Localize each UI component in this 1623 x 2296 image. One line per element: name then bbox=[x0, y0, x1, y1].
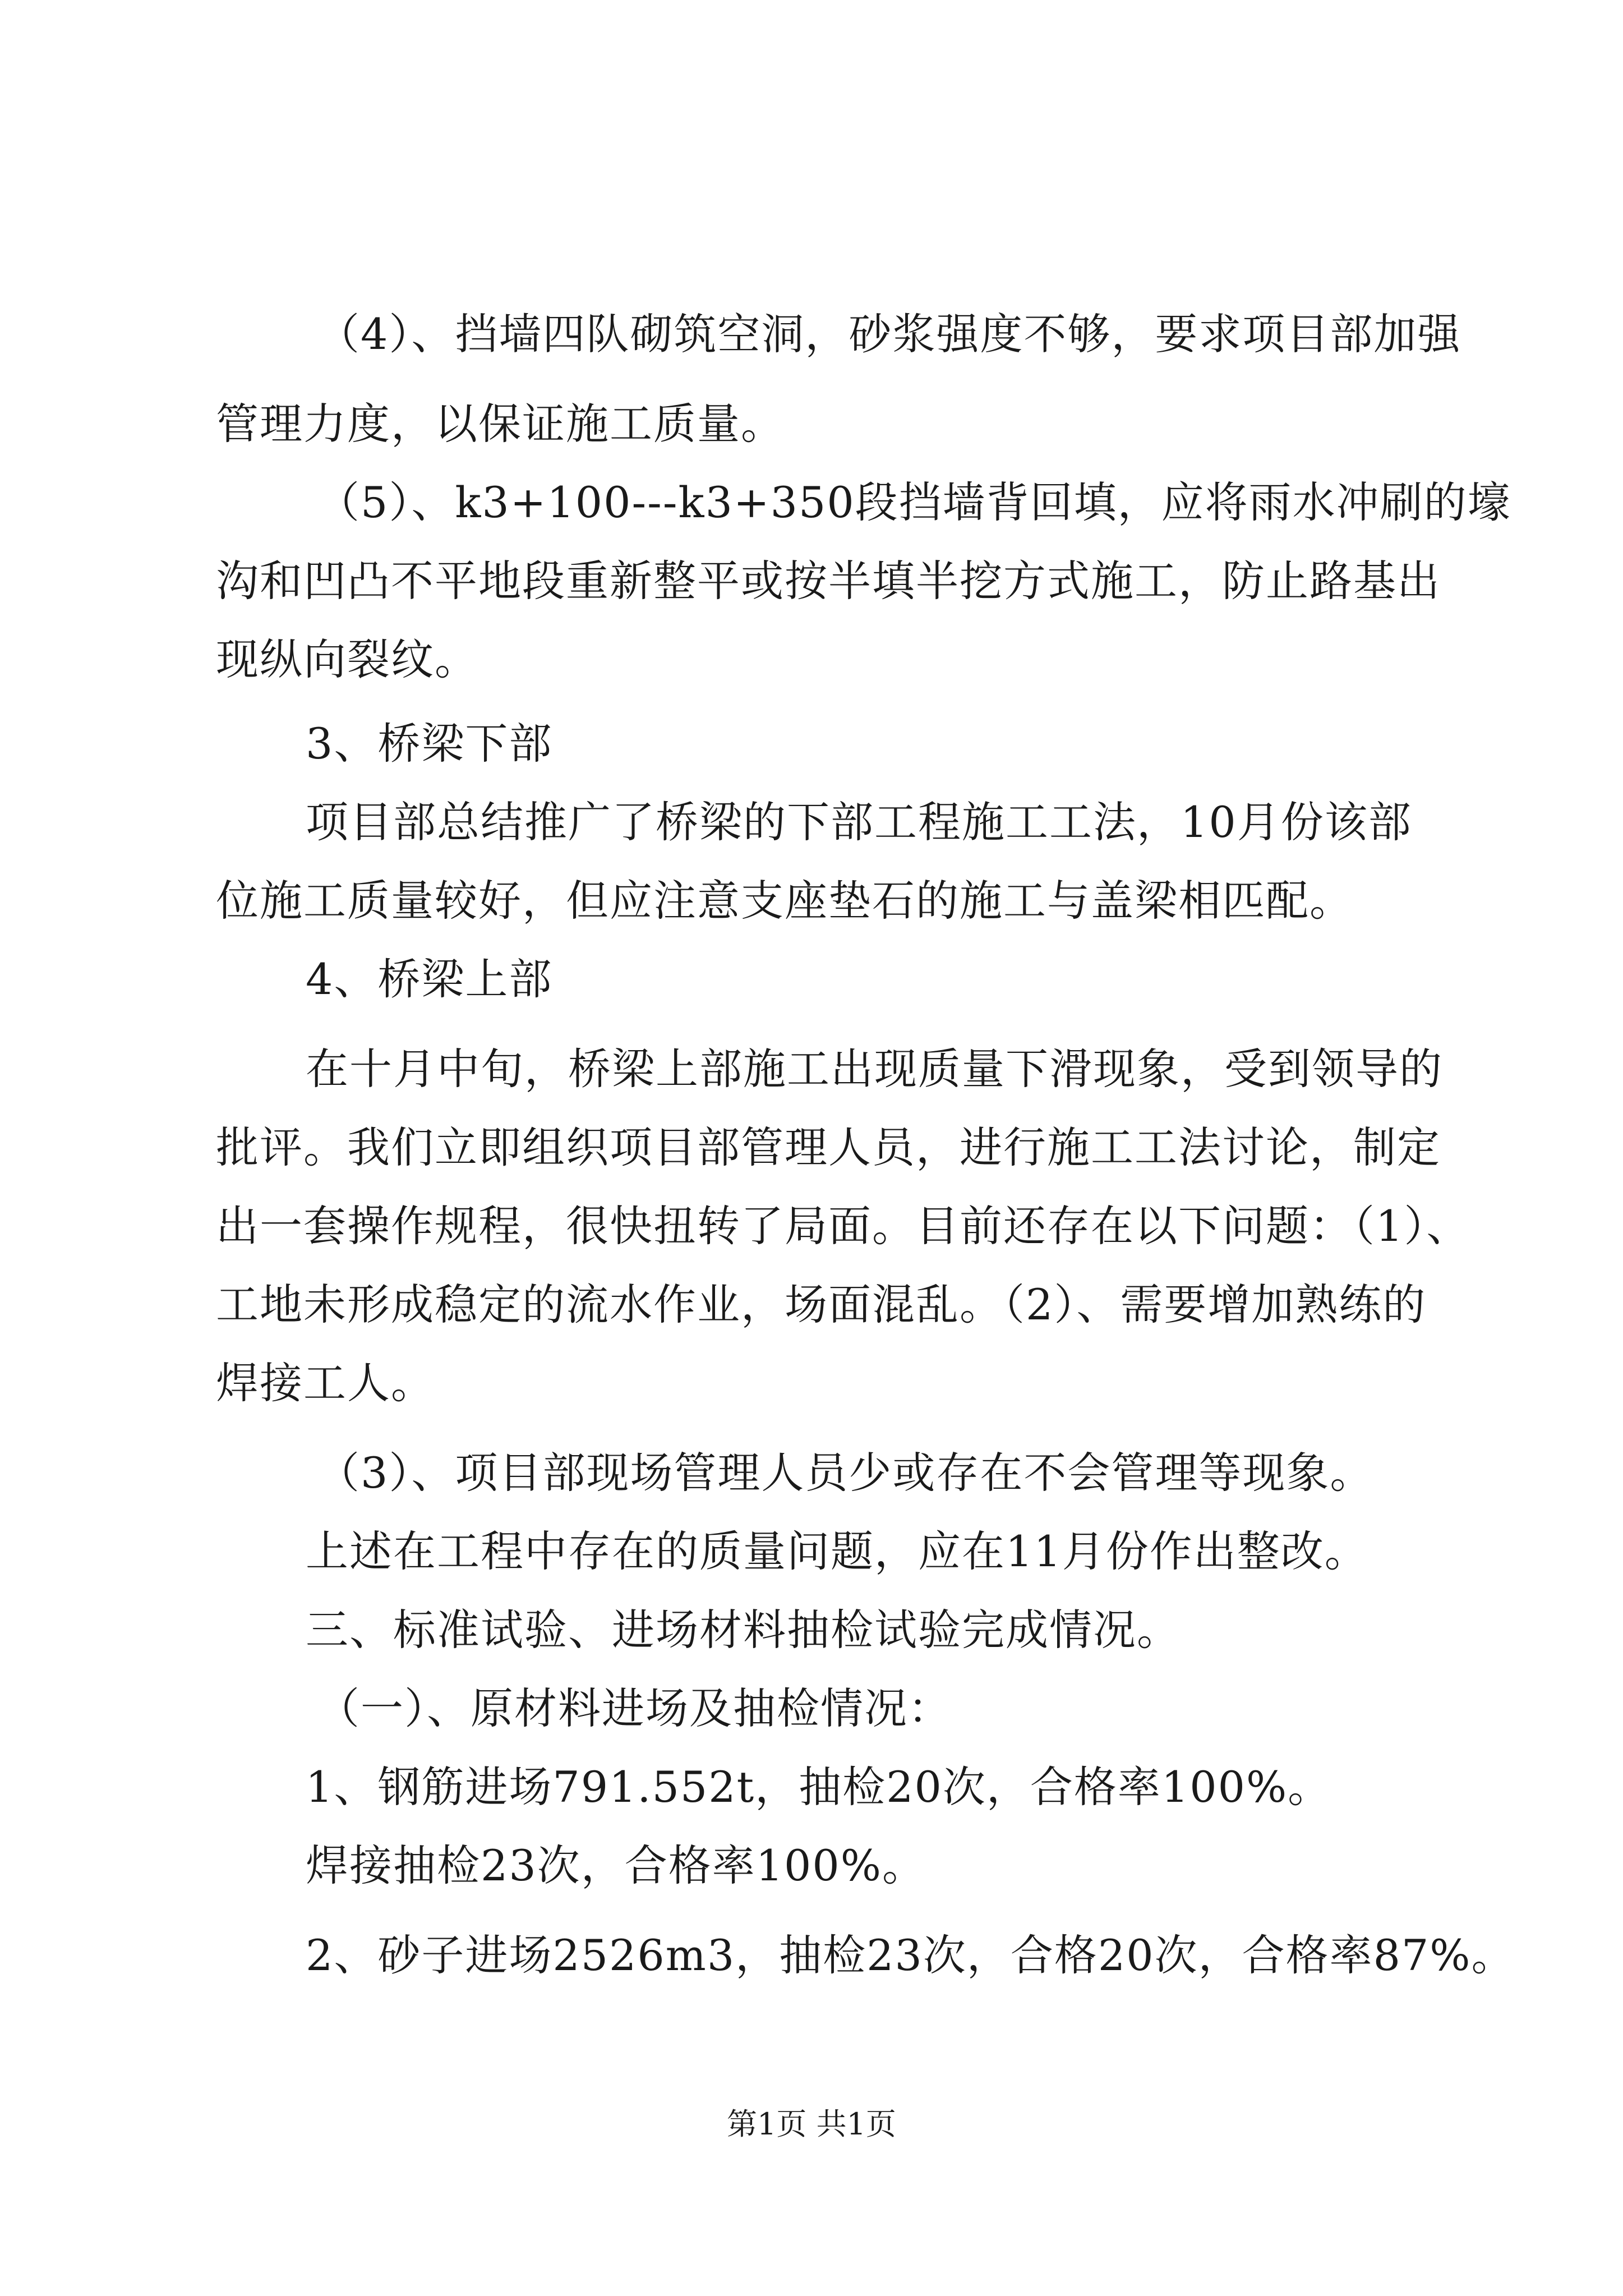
body-line-13: 工地未形成稳定的流水作业，场面混乱。（2）、需要增加熟练的 bbox=[216, 1280, 1427, 1329]
body-line-5: 现纵向裂纹。 bbox=[216, 634, 478, 684]
body-line-2: 管理力度，以保证施工质量。 bbox=[216, 399, 785, 449]
body-line-10: 在十月中旬，桥梁上部施工出现质量下滑现象，受到领导的 bbox=[306, 1044, 1443, 1094]
page-footer: 第1页 共1页 bbox=[727, 2106, 896, 2142]
body-line-14: 焊接工人。 bbox=[216, 1358, 435, 1408]
body-line-8: 位施工质量较好，但应注意支座垫石的施工与盖梁相匹配。 bbox=[216, 876, 1353, 926]
section-heading-bridge-lower: 3、桥梁下部 bbox=[306, 719, 553, 769]
body-line-20: 焊接抽检23次，合格率100%。 bbox=[306, 1841, 926, 1890]
body-line-15: （3）、项目部现场管理人员少或存在不会管理等现象。 bbox=[317, 1448, 1374, 1498]
body-line-4: 沟和凹凸不平地段重新整平或按半填半挖方式施工，防止路基出 bbox=[216, 556, 1441, 606]
body-line-3: （5）、k3+100---k3+350段挡墙背回填，应将雨水冲刷的壕 bbox=[317, 477, 1511, 527]
body-line-12: 出一套操作规程，很快扭转了局面。目前还存在以下问题：（1）、 bbox=[216, 1201, 1470, 1251]
body-line-11: 批评。我们立即组织项目部管理人员，进行施工工法讨论，制定 bbox=[216, 1122, 1441, 1172]
body-line-21: 2、砂子进场2526m3，抽检23次，合格20次，合格率87%。 bbox=[306, 1930, 1515, 1980]
section-heading-tests: 三、标准试验、进场材料抽检试验完成情况。 bbox=[306, 1605, 1181, 1655]
subsection-heading-materials: （一）、原材料进场及抽检情况： bbox=[317, 1683, 952, 1733]
body-line-19: 1、钢筋进场791.552t，抽检20次，合格率100%。 bbox=[306, 1762, 1332, 1812]
body-line-1: （4）、挡墙四队砌筑空洞，砂浆强度不够，要求项目部加强 bbox=[317, 309, 1461, 359]
body-line-7: 项目部总结推广了桥梁的下部工程施工工法，10月份该部 bbox=[306, 797, 1412, 847]
body-line-16: 上述在工程中存在的质量问题，应在11月份作出整改。 bbox=[306, 1526, 1368, 1576]
section-heading-bridge-upper: 4、桥梁上部 bbox=[306, 954, 553, 1004]
